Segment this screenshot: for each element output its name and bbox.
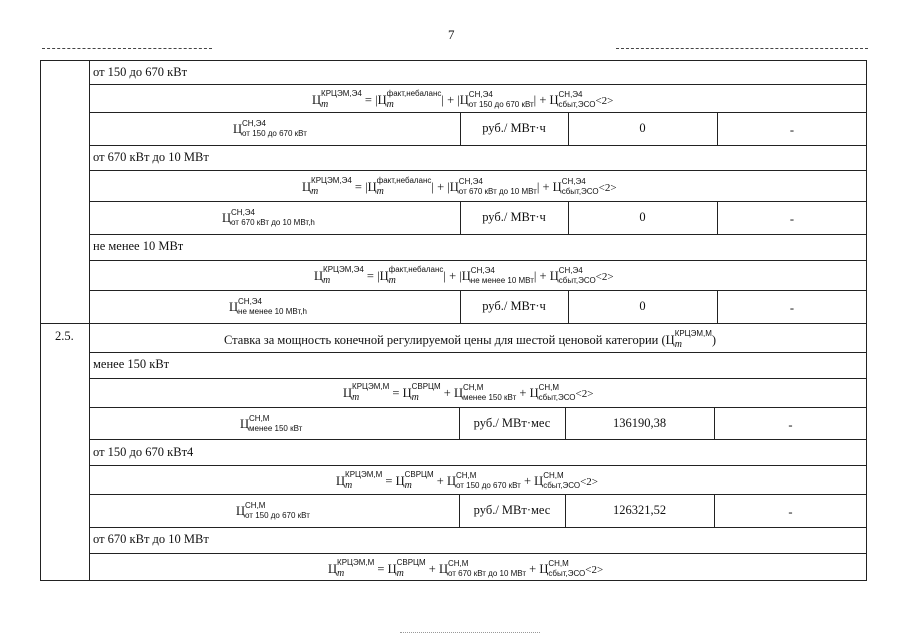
row-line: [89, 112, 867, 113]
row-line: [89, 439, 867, 440]
value-cell: 0: [639, 299, 646, 313]
row-line: [89, 378, 867, 379]
row-line: [89, 352, 867, 353]
row-line: [89, 260, 867, 261]
formula-m-menee150: Ц КРЦЭМ,М m = Ц СВРЦМ m + Ц СН,М менее 150 кВт + Ц СН,М сбыт,ЭСО <2>: [343, 382, 594, 403]
scan-artifact: [400, 632, 540, 633]
variable-label: Ц СН,Э4 от 150 до 670 кВт: [233, 119, 307, 138]
row-line: [40, 323, 867, 324]
unit-cell: руб./ МВт·ч: [482, 210, 546, 224]
row-heading: от 670 кВт до 10 МВт: [93, 150, 209, 164]
row-line: [89, 234, 867, 235]
row-line: [89, 465, 867, 466]
formula-e4-10plus: Ц КРЦЭМ,Э4 m = |Ц факт,небаланс m | + |Ц СН,Э4 не менее 10 МВт | + Ц СН,Э4 сбыт,ЭСО <2>: [314, 265, 614, 286]
dash-cell: -: [789, 301, 795, 315]
row-line: [89, 145, 867, 146]
row-line: [89, 494, 867, 495]
row-line: [89, 201, 867, 202]
row-heading: от 670 кВт до 10 МВт: [93, 532, 209, 546]
row-line: [89, 170, 867, 171]
unit-cell: руб./ МВт·ч: [482, 299, 546, 313]
row-heading: от 150 до 670 кВт4: [93, 445, 194, 459]
tariff-table: [40, 60, 867, 581]
unit-cell: руб./ МВт·мес: [473, 503, 551, 517]
variable-label: Ц СН,Э4 не менее 10 МВт,h: [229, 297, 307, 316]
row-line: [89, 553, 867, 554]
dash-cell: -: [789, 123, 795, 137]
variable-label: Ц СН,Э4 от 670 кВт до 10 МВт,h: [222, 208, 315, 227]
formula-m-670-10: Ц КРЦЭМ,М m = Ц СВРЦМ m + Ц СН,М от 670 кВт до 10 МВт + Ц СН,М сбыт,ЭСО <2>: [328, 558, 604, 579]
value-cell: 0: [639, 210, 646, 224]
row-line: [89, 527, 867, 528]
unit-cell: руб./ МВт·мес: [473, 416, 551, 430]
value-cell: 136190,38: [612, 416, 667, 430]
top-rule-right: [616, 48, 868, 49]
variable-label: Ц СН,М от 150 до 670 кВт: [236, 501, 310, 520]
row-heading: менее 150 кВт: [93, 357, 170, 371]
section-number: 2.5.: [55, 329, 74, 343]
col-divider-number: [89, 60, 90, 581]
row-heading: от 150 до 670 кВт: [93, 65, 188, 79]
dash-cell: -: [789, 212, 795, 226]
section-title: Ставка за мощность конечной регулируемой цены для шестой ценовой категории (Ц КРЦЭМ,М m ): [224, 329, 717, 350]
formula-e4-670-10: Ц КРЦЭМ,Э4 m = |Ц факт,небаланс m | + |Ц СН,Э4 от 670 кВт до 10 МВт | + Ц СН,Э4 сбыт,ЭСО <2>: [302, 176, 617, 197]
page-number: 7: [448, 27, 455, 42]
value-cell: 0: [639, 121, 646, 135]
dash-cell: -: [788, 505, 793, 519]
unit-cell: руб./ МВт·ч: [482, 121, 546, 135]
formula-e4-150-670: Ц КРЦЭМ,Э4 m = |Ц факт,небаланс m | + |Ц СН,Э4 от 150 до 670 кВт | + Ц СН,Э4 сбыт,ЭСО <2>: [312, 89, 614, 110]
row-heading: не менее 10 МВт: [93, 239, 184, 253]
row-line: [89, 290, 867, 291]
row-line: [89, 84, 867, 85]
variable-label: Ц СН,М менее 150 кВт: [240, 414, 303, 433]
top-rule-left: [42, 48, 212, 49]
dash-cell: -: [788, 418, 793, 432]
value-cell: 126321,52: [612, 503, 667, 517]
row-line: [89, 407, 867, 408]
formula-m-150-670: Ц КРЦЭМ,М m = Ц СВРЦМ m + Ц СН,М от 150 до 670 кВт + Ц СН,М сбыт,ЭСО <2>: [336, 470, 599, 491]
